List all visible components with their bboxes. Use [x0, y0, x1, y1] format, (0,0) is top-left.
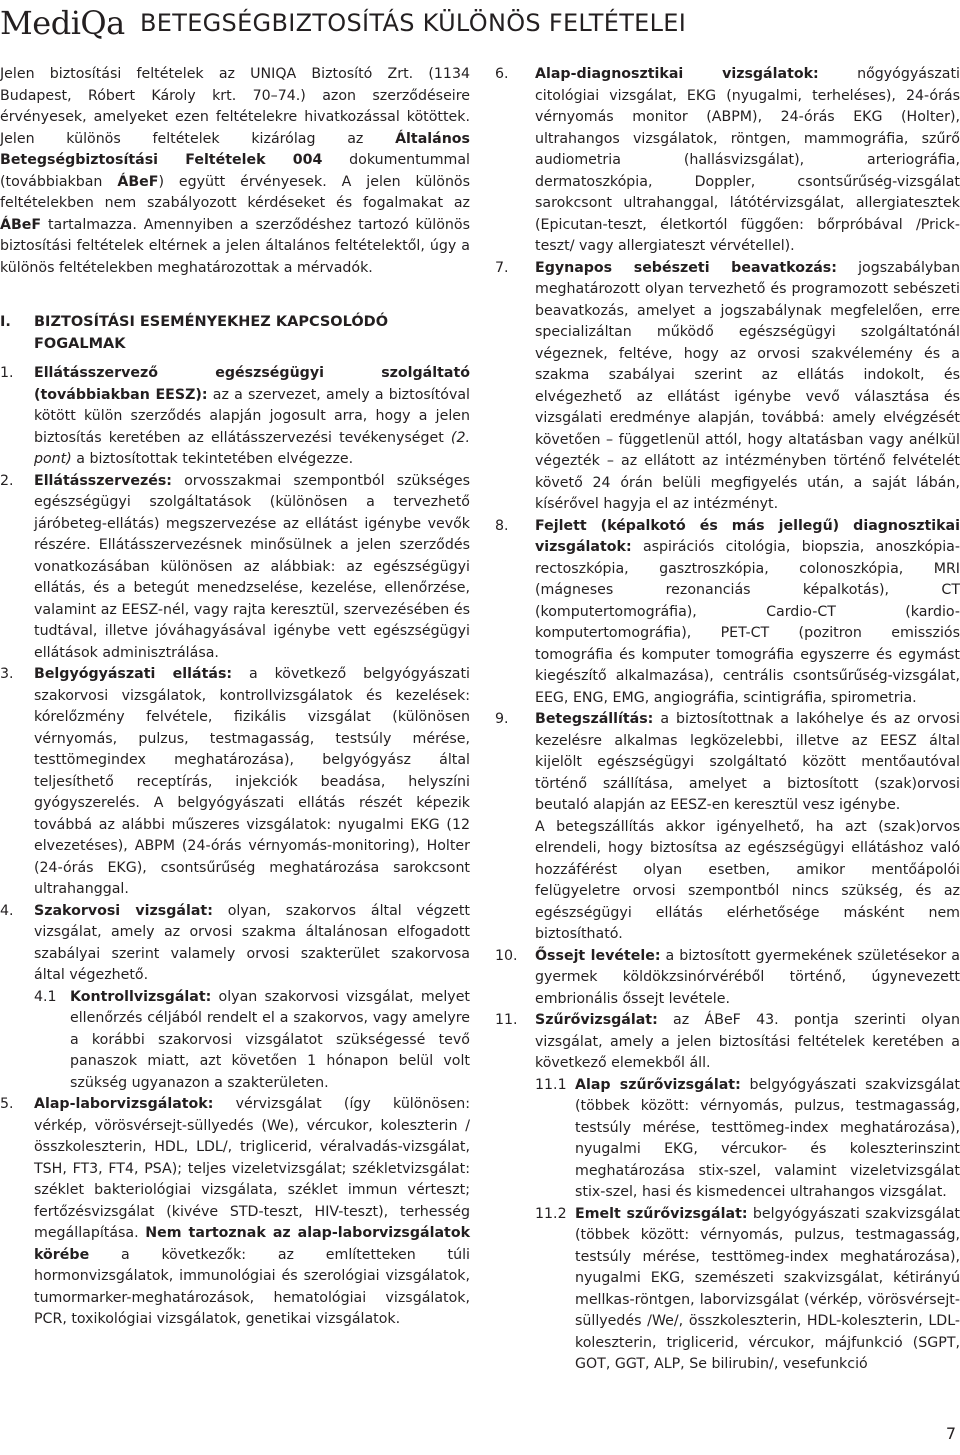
right-column — [495, 64, 960, 1376]
page-number: 7 — [945, 1424, 956, 1443]
document-title: BETEGSÉGBIZTOSÍTÁS KÜLÖNÖS FELTÉTELEI — [140, 9, 687, 37]
definition-item: 6. Alap-diagnosztikai vizsgálatok: nőgyógyászati citológiai vizsgálat, EKG (nyugalmi, terheléses), 24-órás vérnyomás monitor (ABPM), 24-órás EKG (Holter), ultrahangos vizsgálatok, röntgen, mammográfia, szűrő audiometria (hallásvizsgálat), arteriográfia, dermatoszkópia, Doppler, csontsűrűség-vizsgálat sarokcsont ultrahanggal, látótérvizsgálat, allergiatesztek (Epicutan-teszt, életkortól függően: bőrpróbával /Prick-teszt/ vagy allergiateszt vérvétellel). — [495, 66, 960, 254]
definition-item: 2. Ellátásszervezés: orvosszakmai szempontból szükséges egészségügyi szolgáltatások (különösen a tervezhető járóbeteg-ellátás) megszervezése az ellátást igénybe vevők részére. Ellátásszervezésnek minősülnek a jelen szerződés vonatkozásában különösen az alábbiak: az egészségügyi ellátás, és a betegút menedzselése, kezelése, ellenőrzése, valamint az EESZ-nél, vagy rajta keresztül, szervezésében és tudtával, illetve jóváhagyásával igénybe vett egészségügyi ellátások adminisztrálása. — [0, 472, 470, 661]
sub-definition-item: 4.1 Kontrollvizsgálat: olyan szakorvosi vizsgálat, melyet ellenőrzés céljából rendelt el a szakorvos, vagy amelyre a korábbi szakorvosi vizsgálatot szükségessé tevő panaszok miatt, azt követően 1 hónapon belül volt szükség ugyanazon a szakterületen. — [34, 988, 470, 1091]
brand-logo: MediQa — [0, 4, 125, 42]
sub-definition-item: 11.1 Alap szűrővizsgálat: belgyógyászati szakvizsgálat (többek között: vérnyomás, pulzus, testmagasság, testsúly mérése, testtömeg-index meghatározása), nyugalmi EKG, vércukor- és koleszterinszint meghatározása stix-szel, valamint vizeletvizsgálat stix-szel, hasi és kismedencei ultrahangos vizsgálat. — [535, 1076, 960, 1200]
definition-item: 1. Ellátásszervező egészségügyi szolgáltató (továbbiakban EESZ): az a szervezet, amely a biztosítóval kötött külön szerződés alapján jogosult arra, hogy a jelen biztosítás keretében az ellátásszervezési tevékenységet (2. pont) a biztosítottak tekintetében elvégezze. — [0, 365, 470, 467]
definition-item: 4. Szakorvosi vizsgálat: olyan, szakorvos által végzett vizsgálat, amely az orvosi szakma általánosan elfogadott szabályai szerint valamely orvosi szakterület szakorvosa által végezhető. 4.1 Kontrollvizsgálat: olyan szakorvosi vizsgálat, melyet ellenőrzés céljából rendelt el a szakorvos, vagy amelyre a korábbi szakorvosi vizsgálatot szükségessé tevő panaszok miatt, azt követően 1 hónapon belül volt szükség ugyanazon a szakterületen. — [0, 901, 470, 1095]
left-column — [0, 64, 470, 1331]
definition-item: 10. Őssejt levétele: a biztosított gyermekének születésekor a gyermek köldökzsinórvéréből történő, úgynevezett embrionális őssejt levétele. — [495, 947, 960, 1007]
definition-item: 3. Belgyógyászati ellátás: a következő belgyógyászati szakorvosi vizsgálatok, kontrollvizsgálatok és kezelések: kórelőzmény felvétele, fizikális vizsgálat (különösen vérnyomás, pulzus, testmagasság, testsúly mérése, testtömegindex meghatározása), belgyógyász által teljesíthető receptírás, injekciók beadása, helyszíni gyógyszerelés. A belgyógyászati ellátás részét képezik továbbá az alábbi műszeres vizsgálatok: nyugalmi EKG (12 elvezetéses), ABPM (24-órás vérnyomás-monitoring), Holter (24-órás EKG), csontsűrűség meghatározása sarokcsont ultrahanggal. — [0, 666, 470, 897]
sub-definition-item: 11.2 Emelt szűrővizsgálat: belgyógyászati szakvizsgálat (többek között: vérnyomás, pulzus, testmagasság, testsúly mérése, testtömeg-index meghatározása), nyugalmi EKG, szemészeti szakvizsgálat, kétirányú mellkas-röntgen, laborvizsgálat (vérkép, vörösvérsejt-süllyedés /We/, összkoleszterin, HDL-koleszterin, LDL-koleszterin, triglicerid, vércukor, májfunkció (SGPT, GOT, GGT, ALP, Se bilirubin/, vesefunkció — [535, 1205, 960, 1372]
definition-item: 11. Szűrővizsgálat: az ÁBeF 43. pontja szerinti olyan vizsgálat, amely a jelen biztosítási feltételek keretében a következő elemekből áll. 11.1 Alap szűrővizsgálat: belgyógyászati szakvizsgálat (többek között: vérnyomás, pulzus, testmagasság, testsúly mérése, testtömeg-index meghatározása), nyugalmi EKG, vércukor- és koleszterinszint meghatározása stix-szel, valamint vizeletvizsgálat stix-szel, hasi és kismedencei ultrahangos vizsgálat. 11.2 Emelt szűrővizsgálat: belgyógyászati szakvizsgálat (többek között: vérnyomás, pulzus, testmagasság, testsúly mérése, testtömeg-index meghatározása), nyugalmi EKG, szemészeti szakvizsgálat, kétirányú mellkas-röntgen, laborvizsgálat (vérkép, vörösvérsejt-süllyedés /We/, összkoleszterin, HDL-koleszterin, LDL-koleszterin, triglicerid, vércukor, májfunkció (SGPT, GOT, GGT, ALP, Se bilirubin/, vesefunkció — [495, 1010, 960, 1376]
page-header — [0, 0, 960, 50]
section-heading: I. BIZTOSÍTÁSI ESEMÉNYEKHEZ KAPCSOLÓDÓ FOGALMAK — [0, 314, 389, 352]
definition-item: 5. Alap-laborvizsgálatok: vérvizsgálat (így különösen: vérkép, vörösvérsejt-süllyedés (We), vércukor, koleszterin /összkoleszterin, HDL, LDL/, triglicerid, véralvadás-vizsgálat, TSH, FT3, FT4, PSA); teljes vizeletvizsgálat; székletvizsgálat: széklet bakteriológiai vizsgálata, széklet immun vérteszt; fertőzésvizsgálat (kivéve STD-teszt, HIV-teszt), terhesség megállapítása. Nem tartoznak az alap-laborvizsgálatok körébe a következők: az említetteken túli hormonvizsgálatok, immunológiai és szerológiai vizsgálatok, tumormarker-meghatározások, hematológiai vizsgálatok, PCR, toxikológiai vizsgálatok, genetikai vizsgálatok. — [0, 1096, 471, 1327]
intro-paragraph: Jelen biztosítási feltételek az UNIQA Biztosító Zrt. (1134 Budapest, Róbert Károly krt. 70–74.) azon szerződéseire érvényesek, amelyeket ezen feltételekre hivatkozással kötöttek. Jelen különös feltételek kizárólag az Általános Betegségbiztosítási Feltételek 004 dokumentummal (továbbiakban ÁBeF) együtt érvényesek. A jelen különös feltételekben nem szabályozott kérdéseket és fogalmakat az ÁBeF tartalmazza. Amennyiben a szerződéshez tartozó különös biztosítási feltételek eltérnek a jelen általános feltételektől, úgy a különös feltételekben meghatározottak a mérvadók. — [0, 66, 471, 276]
definition-item: 8. Fejlett (képalkotó és más jellegű) diagnosztikai vizsgálatok: aspirációs citológia, biopszia, anoszkópia-rectoszkópia, gasztroszkópia, colonoszkópia, MRI (mágneses rezonanciás képalkotás), CT (komputertomográfia), Cardio-CT (kardio-komputertomográfia), PET-CT (pozitron emissziós tomográfia és komputer tomográfia egyszerre és egymást kiegészítő alkalmazása), centrális csontsűrűség-vizsgálat, EEG, ENG, EMG, angiográfia, scintigráfia, spirometria. — [495, 517, 960, 706]
definition-item: 7. Egynapos sebészeti beavatkozás: jogszabályban meghatározott olyan tervezhető és programozott sebészeti beavatkozás, amelyet a jogszabálynak megfelelően, erre specializáltan működő egészségügyi szolgáltatónál végeznek, feltéve, hogy az orvosi szakvélemény és a szakma szabályai szerint az ellátás indokolt, és elvégezhető az ellátást igénybe vevő választása és vizsgálati eredménye alapján, továbbá: amely elvégzését követően – függetlenül attól, hogy altatásban vagy anélkül végezték – az ellátott az intézményben történő felvételét követő 24 órán belüli megfigyelés után, a saját lábán, kísérővel hagyja el az intézményt. — [495, 259, 960, 512]
definition-item: 9. Betegszállítás: a biztosítottnak a lakóhelye és az orvosi kezelésre alkalmas legközelebbi, illetve az EESZ által kijelölt egészségügyi szolgáltató között mentőautóval történő szállítása, amelyet a biztosított (szak)orvosi beutaló alapján az EESZ-en keresztül vesz igénybe. A betegszállítás akkor igényelhető, ha azt (szak)orvos elrendeli, hogy biztosítsa az egészségügyi ellátáshoz való hozzáférést olyan esetben, amikor mentőápolói felügyeletre orvosi szempontból nincs szükség, és az egészségügyi ellátás elérhetősége másként nem biztosítható. — [495, 711, 960, 942]
